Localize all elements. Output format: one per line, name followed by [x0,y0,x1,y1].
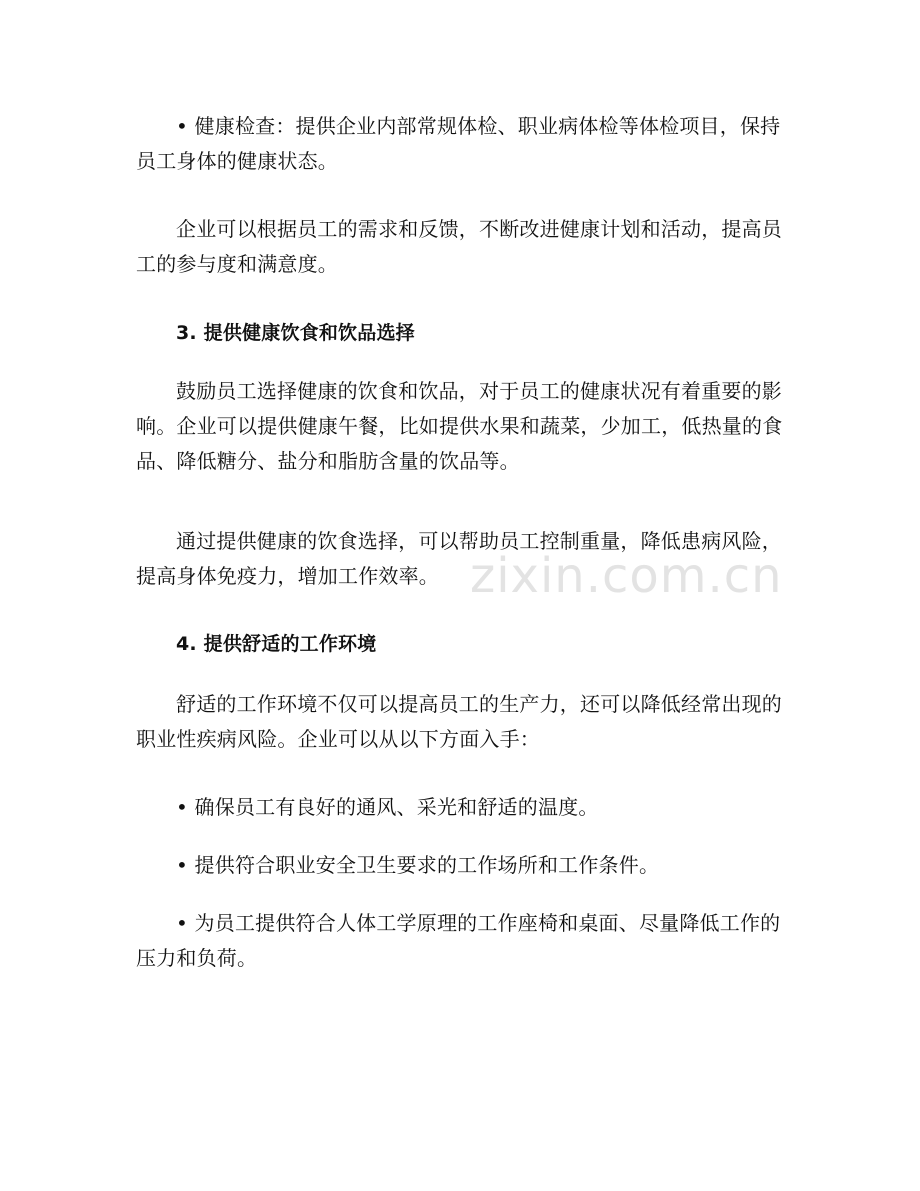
paragraph-healthy-food: 鼓励员工选择健康的饮食和饮品，对于员工的健康状况有着重要的影响。企业可以提供健康午餐，比如提供水果和蔬菜，少加工，低热量的食品、降低糖分、盐分和脂肪含量的饮品等。 [136,379,783,473]
bullet-ventilation: • 确保员工有良好的通风、采光和舒适的温度。 [176,795,599,819]
paragraph-work-environment: 舒适的工作环境不仅可以提高员工的生产力，还可以降低经常出现的职业性疾病风险。企业可以从以下方面入手： [136,692,782,751]
paragraph-feedback: 企业可以根据员工的需求和反馈，不断改进健康计划和活动，提高员工的参与度和满意度。 [136,217,782,276]
paragraph-food-benefits: 通过提供健康的饮食选择，可以帮助员工控制重量，降低患病风险，提高身体免疫力，增加工作效率。 [136,529,782,588]
bullet-health-checkup: • 健康检查：提供企业内部常规体检、职业病体检等体检项目，保持员工身体的健康状态。 [136,114,781,173]
section-heading-4: 4. 提供舒适的工作环境 [176,633,377,655]
bullet-ergonomics: • 为员工提供符合人体工学原理的工作座椅和桌面、尽量降低工作的压力和负荷。 [136,911,781,970]
section-heading-3: 3. 提供健康饮食和饮品选择 [176,322,415,344]
watermark-text: zixin.com.cn [470,548,783,604]
bullet-workplace-safety: • 提供符合职业安全卫生要求的工作场所和工作条件。 [176,853,660,877]
